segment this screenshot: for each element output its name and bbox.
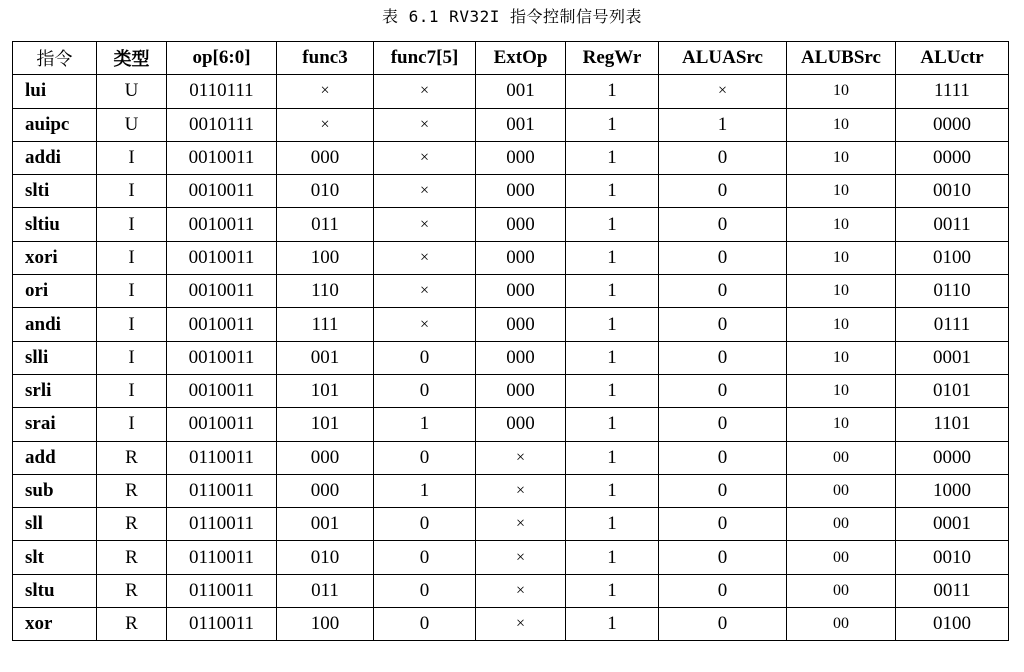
- instruction-type-cell: I: [97, 308, 167, 341]
- extop-cell: ×: [476, 574, 566, 607]
- instruction-type-cell: R: [97, 508, 167, 541]
- alubsrc-cell: 10: [787, 175, 896, 208]
- regwr-cell: 1: [566, 141, 659, 174]
- aluasrc-cell: 0: [659, 574, 787, 607]
- aluasrc-cell: 0: [659, 341, 787, 374]
- aluctr-cell: 0101: [896, 374, 1009, 407]
- aluasrc-cell: 1: [659, 108, 787, 141]
- aluasrc-cell: 0: [659, 308, 787, 341]
- instruction-name-cell: xori: [13, 241, 97, 274]
- header-type: 类型: [97, 42, 167, 75]
- func7-bit5-cell: 0: [374, 441, 476, 474]
- header-func3: func3: [277, 42, 374, 75]
- func3-cell: 010: [277, 175, 374, 208]
- table-row: [13, 441, 1009, 474]
- func3-cell: 111: [277, 308, 374, 341]
- extop-cell: 000: [476, 241, 566, 274]
- func7-bit5-cell: ×: [374, 108, 476, 141]
- opcode-cell: 0010011: [167, 241, 277, 274]
- regwr-cell: 1: [566, 474, 659, 507]
- alubsrc-cell: 10: [787, 208, 896, 241]
- instruction-type-cell: I: [97, 241, 167, 274]
- opcode-cell: 0110111: [167, 75, 277, 108]
- extop-cell: 000: [476, 141, 566, 174]
- instruction-name-cell: auipc: [13, 108, 97, 141]
- extop-cell: ×: [476, 608, 566, 641]
- regwr-cell: 1: [566, 608, 659, 641]
- aluctr-cell: 0001: [896, 341, 1009, 374]
- extop-cell: ×: [476, 474, 566, 507]
- table-row: [13, 75, 1009, 108]
- regwr-cell: 1: [566, 108, 659, 141]
- func3-cell: 000: [277, 474, 374, 507]
- alubsrc-cell: 00: [787, 474, 896, 507]
- aluctr-cell: 1101: [896, 408, 1009, 441]
- aluasrc-cell: 0: [659, 208, 787, 241]
- alubsrc-cell: 10: [787, 75, 896, 108]
- table-row: [13, 508, 1009, 541]
- extop-cell: ×: [476, 541, 566, 574]
- regwr-cell: 1: [566, 574, 659, 607]
- opcode-cell: 0110011: [167, 441, 277, 474]
- regwr-cell: 1: [566, 341, 659, 374]
- func3-cell: 100: [277, 608, 374, 641]
- aluctr-cell: 0010: [896, 541, 1009, 574]
- regwr-cell: 1: [566, 441, 659, 474]
- instruction-type-cell: R: [97, 541, 167, 574]
- header-alubsrc: ALUBSrc: [787, 42, 896, 75]
- regwr-cell: 1: [566, 308, 659, 341]
- instruction-type-cell: I: [97, 408, 167, 441]
- aluctr-cell: 0000: [896, 441, 1009, 474]
- aluctr-cell: 0100: [896, 608, 1009, 641]
- opcode-cell: 0010111: [167, 108, 277, 141]
- instruction-name-cell: andi: [13, 308, 97, 341]
- extop-cell: 000: [476, 374, 566, 407]
- func7-bit5-cell: ×: [374, 241, 476, 274]
- header-regwr: RegWr: [566, 42, 659, 75]
- instruction-type-cell: I: [97, 175, 167, 208]
- instruction-name-cell: lui: [13, 75, 97, 108]
- instruction-type-cell: R: [97, 608, 167, 641]
- opcode-cell: 0010011: [167, 175, 277, 208]
- extop-cell: 000: [476, 275, 566, 308]
- opcode-cell: 0010011: [167, 208, 277, 241]
- table-row: [13, 275, 1009, 308]
- extop-cell: 000: [476, 408, 566, 441]
- func7-bit5-cell: 0: [374, 508, 476, 541]
- header-instruction: 指令: [13, 42, 97, 75]
- control-signal-table: [12, 41, 1009, 641]
- func7-bit5-cell: ×: [374, 275, 476, 308]
- alubsrc-cell: 10: [787, 275, 896, 308]
- table-row: [13, 374, 1009, 407]
- extop-cell: 000: [476, 208, 566, 241]
- table-row: [13, 341, 1009, 374]
- alubsrc-cell: 00: [787, 541, 896, 574]
- opcode-cell: 0010011: [167, 341, 277, 374]
- aluctr-cell: 0000: [896, 141, 1009, 174]
- instruction-type-cell: I: [97, 374, 167, 407]
- table-row: [13, 408, 1009, 441]
- instruction-type-cell: R: [97, 474, 167, 507]
- instruction-type-cell: I: [97, 341, 167, 374]
- aluctr-cell: 1111: [896, 75, 1009, 108]
- aluctr-cell: 0000: [896, 108, 1009, 141]
- alubsrc-cell: 10: [787, 408, 896, 441]
- header-aluctr: ALUctr: [896, 42, 1009, 75]
- opcode-cell: 0010011: [167, 374, 277, 407]
- func3-cell: 010: [277, 541, 374, 574]
- table-row: [13, 541, 1009, 574]
- extop-cell: 000: [476, 341, 566, 374]
- regwr-cell: 1: [566, 208, 659, 241]
- func3-cell: 011: [277, 574, 374, 607]
- extop-cell: ×: [476, 441, 566, 474]
- extop-cell: 000: [476, 308, 566, 341]
- instruction-type-cell: R: [97, 574, 167, 607]
- table-row: [13, 308, 1009, 341]
- aluctr-cell: 1000: [896, 474, 1009, 507]
- aluctr-cell: 0011: [896, 574, 1009, 607]
- func7-bit5-cell: ×: [374, 75, 476, 108]
- opcode-cell: 0010011: [167, 308, 277, 341]
- opcode-cell: 0010011: [167, 275, 277, 308]
- instruction-name-cell: slli: [13, 341, 97, 374]
- func3-cell: 100: [277, 241, 374, 274]
- aluasrc-cell: 0: [659, 508, 787, 541]
- alubsrc-cell: 10: [787, 141, 896, 174]
- table-row: [13, 141, 1009, 174]
- instruction-type-cell: R: [97, 441, 167, 474]
- header-extop: ExtOp: [476, 42, 566, 75]
- func7-bit5-cell: 0: [374, 608, 476, 641]
- extop-cell: ×: [476, 508, 566, 541]
- alubsrc-cell: 10: [787, 308, 896, 341]
- func7-bit5-cell: 0: [374, 574, 476, 607]
- alubsrc-cell: 10: [787, 241, 896, 274]
- aluasrc-cell: ×: [659, 75, 787, 108]
- table-row: [13, 574, 1009, 607]
- func7-bit5-cell: 0: [374, 341, 476, 374]
- instruction-name-cell: sll: [13, 508, 97, 541]
- opcode-cell: 0110011: [167, 508, 277, 541]
- regwr-cell: 1: [566, 408, 659, 441]
- func7-bit5-cell: 0: [374, 374, 476, 407]
- func3-cell: ×: [277, 108, 374, 141]
- alubsrc-cell: 00: [787, 508, 896, 541]
- func3-cell: 001: [277, 508, 374, 541]
- header-func7: func7[5]: [374, 42, 476, 75]
- instruction-type-cell: I: [97, 275, 167, 308]
- aluasrc-cell: 0: [659, 541, 787, 574]
- instruction-name-cell: srai: [13, 408, 97, 441]
- func3-cell: 001: [277, 341, 374, 374]
- func7-bit5-cell: ×: [374, 175, 476, 208]
- aluctr-cell: 0111: [896, 308, 1009, 341]
- instruction-name-cell: xor: [13, 608, 97, 641]
- func3-cell: 101: [277, 408, 374, 441]
- aluasrc-cell: 0: [659, 275, 787, 308]
- func7-bit5-cell: 0: [374, 541, 476, 574]
- aluctr-cell: 0110: [896, 275, 1009, 308]
- aluasrc-cell: 0: [659, 474, 787, 507]
- aluctr-cell: 0001: [896, 508, 1009, 541]
- regwr-cell: 1: [566, 241, 659, 274]
- alubsrc-cell: 10: [787, 108, 896, 141]
- regwr-cell: 1: [566, 75, 659, 108]
- opcode-cell: 0010011: [167, 408, 277, 441]
- instruction-name-cell: ori: [13, 275, 97, 308]
- func7-bit5-cell: ×: [374, 141, 476, 174]
- table-row: [13, 474, 1009, 507]
- table-row: [13, 175, 1009, 208]
- extop-cell: 001: [476, 108, 566, 141]
- instruction-name-cell: slti: [13, 175, 97, 208]
- header-row: [13, 42, 1009, 75]
- table-row: [13, 608, 1009, 641]
- table-row: [13, 241, 1009, 274]
- instruction-name-cell: slt: [13, 541, 97, 574]
- alubsrc-cell: 10: [787, 374, 896, 407]
- table-header: [13, 42, 1009, 75]
- instruction-name-cell: addi: [13, 141, 97, 174]
- regwr-cell: 1: [566, 508, 659, 541]
- regwr-cell: 1: [566, 175, 659, 208]
- aluasrc-cell: 0: [659, 441, 787, 474]
- aluasrc-cell: 0: [659, 408, 787, 441]
- aluctr-cell: 0010: [896, 175, 1009, 208]
- alubsrc-cell: 00: [787, 441, 896, 474]
- instruction-name-cell: add: [13, 441, 97, 474]
- func3-cell: 101: [277, 374, 374, 407]
- opcode-cell: 0010011: [167, 141, 277, 174]
- instruction-type-cell: U: [97, 108, 167, 141]
- aluasrc-cell: 0: [659, 175, 787, 208]
- table-row: [13, 108, 1009, 141]
- instruction-name-cell: sltu: [13, 574, 97, 607]
- regwr-cell: 1: [566, 374, 659, 407]
- aluctr-cell: 0100: [896, 241, 1009, 274]
- instruction-name-cell: srli: [13, 374, 97, 407]
- aluctr-cell: 0011: [896, 208, 1009, 241]
- func7-bit5-cell: 1: [374, 408, 476, 441]
- header-opcode: op[6:0]: [167, 42, 277, 75]
- func3-cell: 000: [277, 441, 374, 474]
- regwr-cell: 1: [566, 541, 659, 574]
- aluasrc-cell: 0: [659, 608, 787, 641]
- func7-bit5-cell: ×: [374, 308, 476, 341]
- header-aluasrc: ALUASrc: [659, 42, 787, 75]
- table-row: [13, 208, 1009, 241]
- extop-cell: 001: [476, 75, 566, 108]
- opcode-cell: 0110011: [167, 574, 277, 607]
- alubsrc-cell: 10: [787, 341, 896, 374]
- alubsrc-cell: 00: [787, 608, 896, 641]
- func3-cell: 000: [277, 141, 374, 174]
- extop-cell: 000: [476, 175, 566, 208]
- opcode-cell: 0110011: [167, 608, 277, 641]
- instruction-type-cell: I: [97, 208, 167, 241]
- table-body: [13, 75, 1009, 641]
- func3-cell: 011: [277, 208, 374, 241]
- table-caption: 表 6.1 RV32I 指令控制信号列表: [382, 7, 642, 26]
- func3-cell: 110: [277, 275, 374, 308]
- instruction-name-cell: sub: [13, 474, 97, 507]
- aluasrc-cell: 0: [659, 141, 787, 174]
- aluasrc-cell: 0: [659, 241, 787, 274]
- alubsrc-cell: 00: [787, 574, 896, 607]
- opcode-cell: 0110011: [167, 474, 277, 507]
- func3-cell: ×: [277, 75, 374, 108]
- func7-bit5-cell: 1: [374, 474, 476, 507]
- aluasrc-cell: 0: [659, 374, 787, 407]
- opcode-cell: 0110011: [167, 541, 277, 574]
- func7-bit5-cell: ×: [374, 208, 476, 241]
- instruction-name-cell: sltiu: [13, 208, 97, 241]
- instruction-type-cell: I: [97, 141, 167, 174]
- regwr-cell: 1: [566, 275, 659, 308]
- instruction-type-cell: U: [97, 75, 167, 108]
